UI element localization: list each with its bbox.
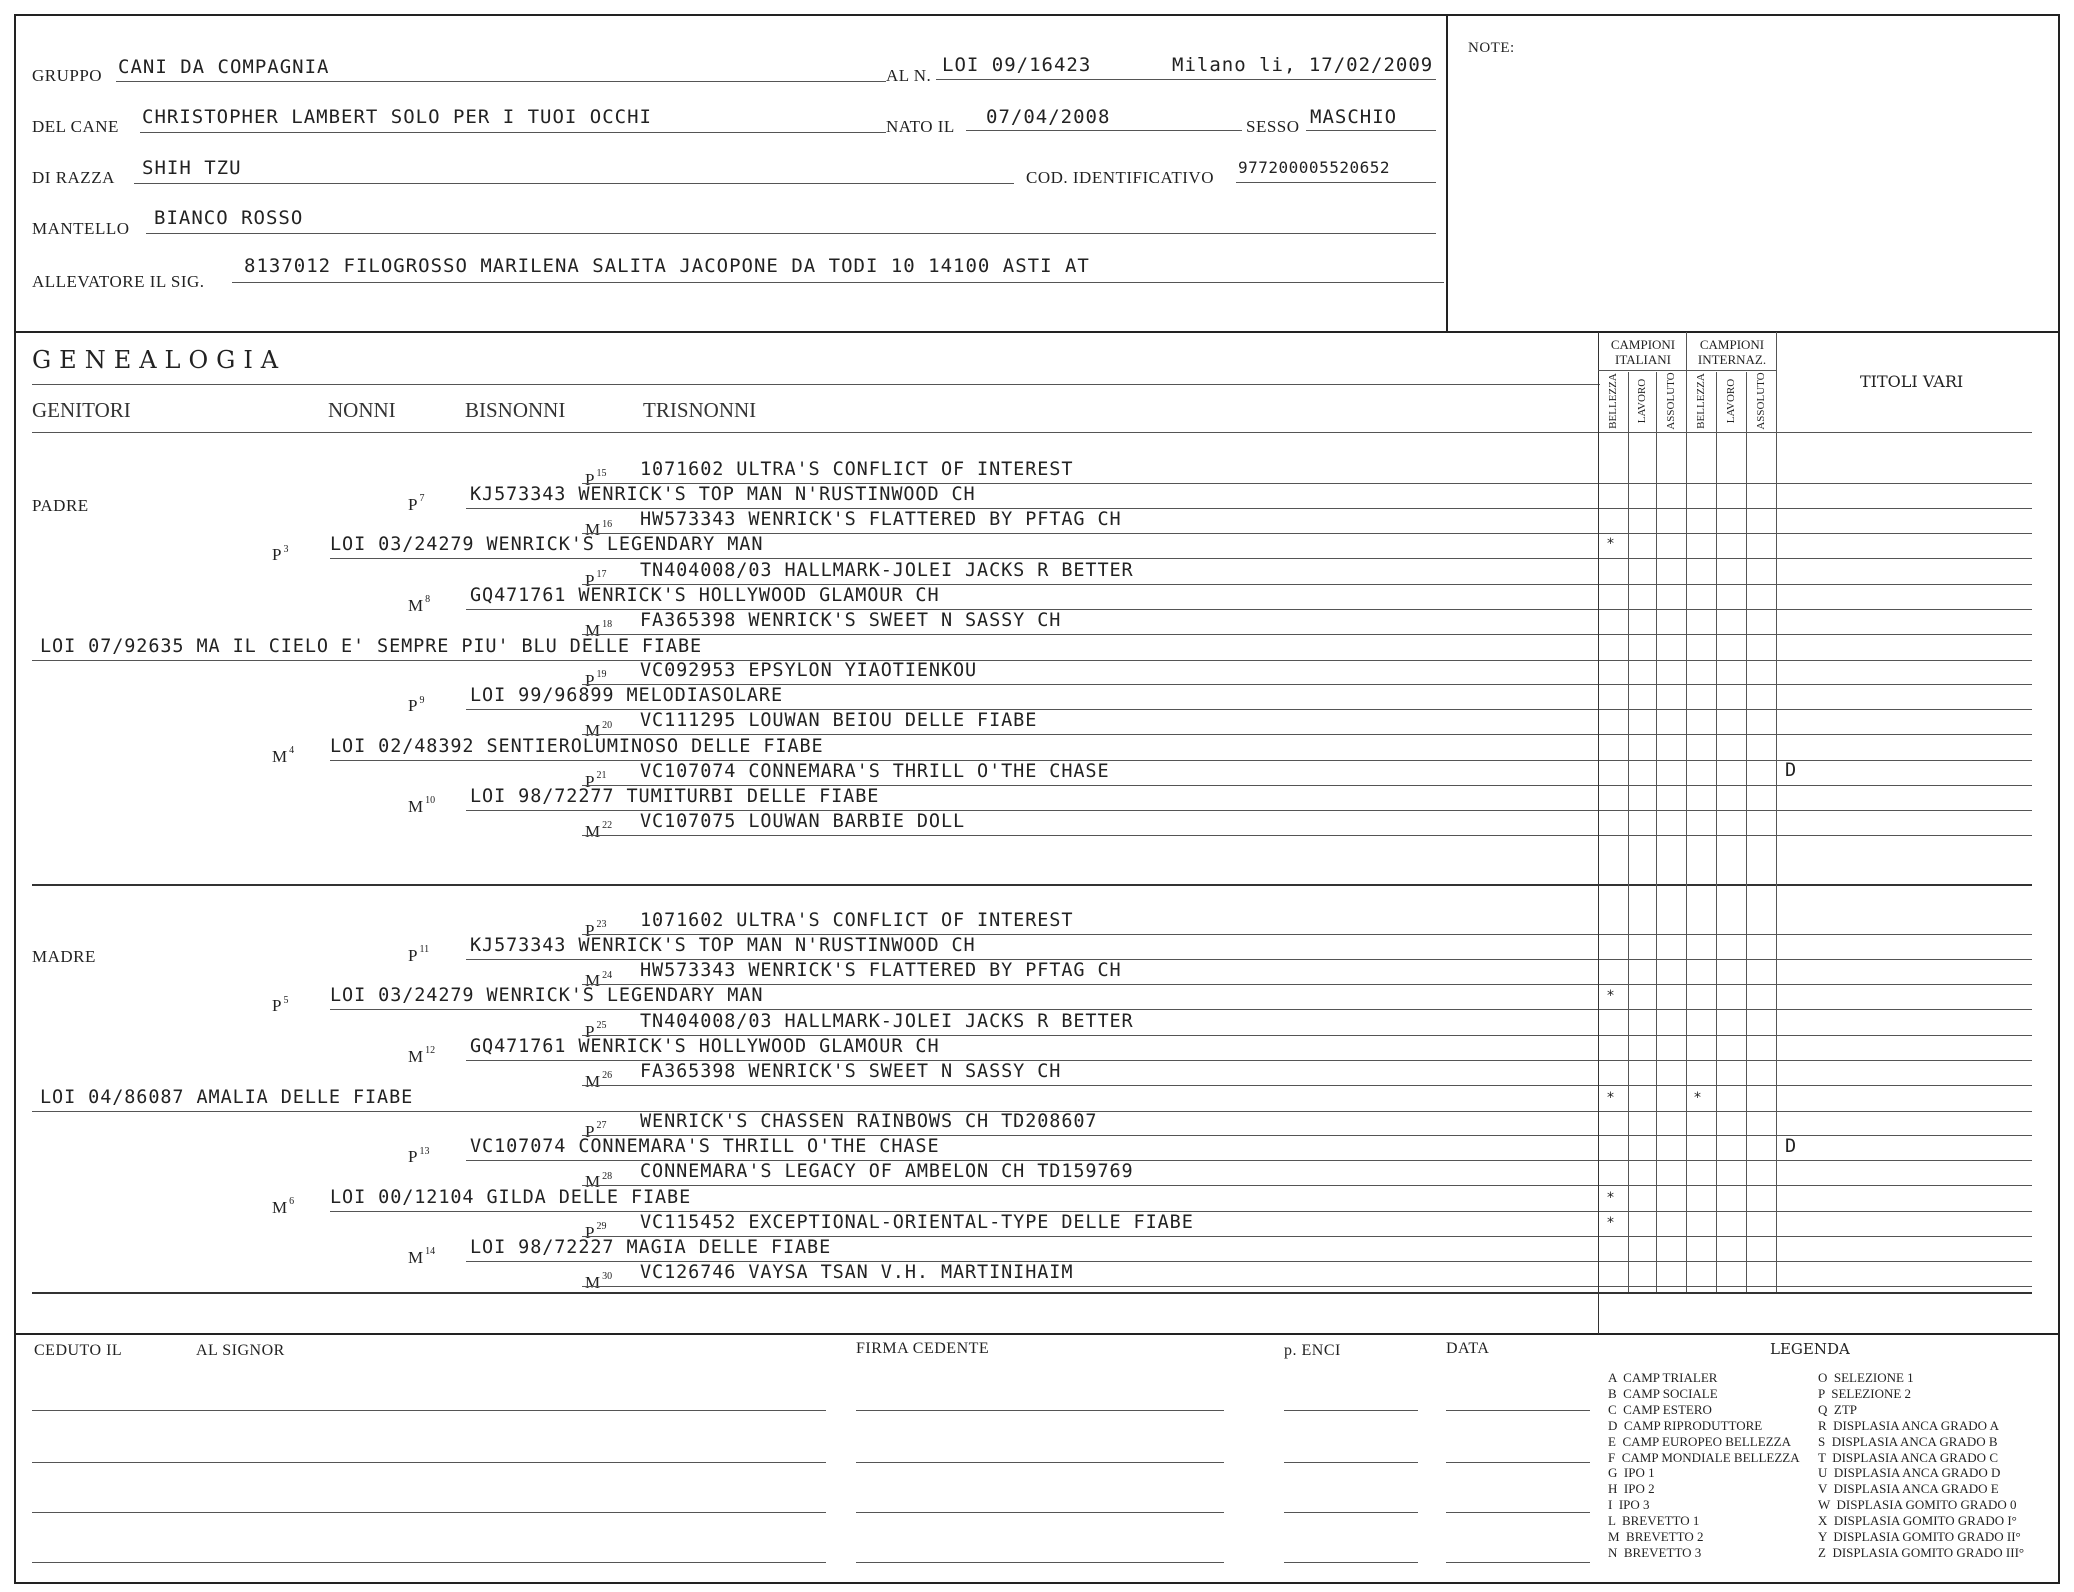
- pedigree-entry: HW573343 WENRICK'S FLATTERED BY PFTAG CH: [640, 509, 1122, 531]
- pedigree-entry: LOI 03/24279 WENRICK'S LEGENDARY MAN: [330, 985, 764, 1007]
- pedigree-row-line: [582, 1085, 2032, 1086]
- legenda-item: Y DISPLASIA GOMITO GRADO II°: [1818, 1529, 2021, 1545]
- bisnonni-heading: BISNONNI: [465, 398, 566, 422]
- signature-line: [32, 1410, 202, 1411]
- legenda-item: R DISPLASIA ANCA GRADO A: [1818, 1417, 1999, 1433]
- pedigree-mark: M $^{22}$: [585, 820, 613, 841]
- del-cane-label: DEL CANE: [32, 117, 119, 136]
- pedigree-mark: M $^{20}$: [585, 719, 613, 741]
- legenda-item: T DISPLASIA ANCA GRADO C: [1818, 1449, 1998, 1465]
- pedigree-entry: TN404008/03 HALLMARK-JOLEI JACKS R BETTER: [640, 1010, 1134, 1032]
- footer-divider: [14, 1333, 2060, 1335]
- pedigree-mark: M $^{10}$: [408, 795, 436, 816]
- signature-line: [196, 1462, 826, 1463]
- pedigree-mark: P $^{11}$: [408, 944, 430, 966]
- genealogia-title: GENEALOGIA: [32, 346, 287, 374]
- legenda-item: I IPO 3: [1608, 1497, 1650, 1513]
- al-n-value: LOI 09/16423: [942, 54, 1092, 76]
- pedigree-entry: KJ573343 WENRICK'S TOP MAN N'RUSTINWOOD CH: [470, 935, 976, 957]
- signature-line: [1446, 1462, 1590, 1463]
- cod-value: 977200005520652: [1238, 158, 1390, 177]
- signature-line: [1284, 1462, 1418, 1463]
- pedigree-entry: CONNEMARA'S LEGACY OF AMBELON CH TD159769: [640, 1161, 1134, 1183]
- sesso-value: MASCHIO: [1310, 106, 1398, 128]
- sesso-label: SESSO: [1246, 117, 1300, 136]
- del-cane-value: CHRISTOPHER LAMBERT SOLO PER I TUOI OCCHI: [142, 106, 652, 128]
- signature-line: [1284, 1562, 1418, 1563]
- pedigree-entry: VC107074 CONNEMARA'S THRILL O'THE CHASE: [470, 1136, 940, 1158]
- padre-madre-separator: [32, 884, 2032, 886]
- titolo-d: D: [1785, 760, 1798, 781]
- pedigree-entry: 1071602 ULTRA'S CONFLICT OF INTEREST: [640, 910, 1074, 931]
- pedigree-mark: P $^{29}$: [585, 1220, 607, 1242]
- pedigree-entry: TN404008/03 HALLMARK-JOLEI JACKS R BETTER: [640, 559, 1134, 581]
- legenda-item: O SELEZIONE 1: [1818, 1370, 1914, 1385]
- pedigree-mark: P $^{21}$: [585, 769, 607, 791]
- al-n-label: AL N.: [886, 66, 932, 85]
- pedigree-row-line: [582, 984, 2032, 985]
- pedigree-entry: LOI 98/72277 TUMITURBI DELLE FIABE: [470, 785, 880, 807]
- signature-line: [32, 1512, 202, 1513]
- place-date: Milano li, 17/02/2009: [1172, 54, 1434, 76]
- col-bellezza-it: BELLEZZA: [1607, 373, 1619, 429]
- gruppo-value: CANI DA COMPAGNIA: [118, 56, 330, 78]
- legenda-item: H IPO 2: [1608, 1481, 1655, 1497]
- legenda-item: V DISPLASIA ANCA GRADO E: [1818, 1481, 1999, 1497]
- padre-label: PADRE: [32, 496, 89, 515]
- pedigree-entry: VC126746 VAYSA TSAN V.H. MARTINIHAIM: [640, 1261, 1074, 1283]
- pedigree-mark: P $^{15}$: [585, 468, 607, 489]
- titoli-vari-heading: TITOLI VARI: [1860, 372, 1964, 391]
- allevatore-value: 8137012 FILOGROSSO MARILENA SALITA JACOPONE DA TODI 10 14100 ASTI AT: [244, 255, 1090, 277]
- pedigree-mark: M $^{18}$: [585, 619, 613, 640]
- pedigree-mark: P $^9$: [408, 694, 425, 716]
- firma-cedente-label: FIRMA CEDENTE: [856, 1340, 990, 1357]
- pedigree-row-line: [582, 684, 2032, 685]
- pedigree-mark: M $^{28}$: [585, 1170, 613, 1192]
- pedigree-row-line: [582, 1286, 2032, 1287]
- mantello-label: MANTELLO: [32, 219, 130, 238]
- signature-line: [856, 1562, 1224, 1563]
- pedigree-mark: M $^{30}$: [585, 1271, 613, 1292]
- pedigree-entry: GQ471761 WENRICK'S HOLLYWOOD GLAMOUR CH: [470, 584, 940, 606]
- legenda-title: LEGENDA: [1770, 1340, 1850, 1358]
- pedigree-mark: M $^{16}$: [585, 518, 613, 540]
- madre-name: LOI 04/86087 AMALIA DELLE FIABE: [40, 1087, 414, 1108]
- signature-line: [1284, 1410, 1418, 1411]
- pedigree-mark: P $^7$: [408, 493, 425, 515]
- col-lavoro-it: LAVORO: [1636, 378, 1648, 424]
- data-label: DATA: [1446, 1340, 1490, 1357]
- star-mark: *: [1607, 1090, 1614, 1106]
- signature-line: [856, 1462, 1224, 1463]
- pedigree-mark: P $^{27}$: [585, 1120, 607, 1142]
- note-label: NOTE:: [1468, 40, 1515, 56]
- legenda-item: U DISPLASIA ANCA GRADO D: [1818, 1465, 2001, 1481]
- p-enci-label: p. ENCI: [1284, 1342, 1341, 1359]
- pedigree-mark: M $^{24}$: [585, 969, 613, 991]
- signature-line: [1284, 1512, 1418, 1513]
- signature-line: [32, 1562, 202, 1563]
- legenda-item: E CAMP EUROPEO BELLEZZA: [1608, 1433, 1791, 1449]
- star-mark: *: [1607, 988, 1614, 1004]
- legenda-item: A CAMP TRIALER: [1608, 1370, 1718, 1385]
- legenda-item: Z DISPLASIA GOMITO GRADO III°: [1818, 1544, 2025, 1560]
- signature-line: [856, 1410, 1224, 1411]
- pedigree-entry: HW573343 WENRICK'S FLATTERED BY PFTAG CH: [640, 960, 1122, 982]
- legenda-item: F CAMP MONDIALE BELLEZZA: [1608, 1449, 1800, 1465]
- razza-value: SHIH TZU: [142, 157, 242, 179]
- campioni-italiani: CAMPIONI ITALIANI: [1610, 337, 1676, 367]
- gruppo-label: GRUPPO: [32, 66, 103, 85]
- pedigree-entry: WENRICK'S CHASSEN RAINBOWS CH TD208607: [640, 1111, 1098, 1133]
- pedigree-entry: VC107075 LOUWAN BARBIE DOLL: [640, 810, 966, 832]
- pedigree-entry: FA365398 WENRICK'S SWEET N SASSY CH: [640, 1060, 1062, 1082]
- pedigree-row-line: [582, 835, 2032, 836]
- cod-label: COD. IDENTIFICATIVO: [1026, 168, 1214, 187]
- pedigree-mark: P $^{19}$: [585, 669, 607, 691]
- pedigree-entry: LOI 99/96899 MELODIASOLARE: [470, 685, 783, 707]
- trisnonni-heading: TRISNONNI: [643, 398, 757, 422]
- nato-il-value: 07/04/2008: [986, 106, 1111, 128]
- pedigree-mark: P $^5$: [272, 994, 289, 1016]
- pedigree-mark: M $^4$: [272, 744, 295, 766]
- pedigree-entry: LOI 98/72227 MAGIA DELLE FIABE: [470, 1236, 832, 1258]
- pedigree-mark: M $^{14}$: [408, 1246, 436, 1267]
- star-mark: *: [1607, 1215, 1614, 1231]
- col-assoluto-it: ASSOLUTO: [1665, 372, 1677, 430]
- pedigree-entry: 1071602 ULTRA'S CONFLICT OF INTEREST: [640, 459, 1074, 480]
- titolo-d: D: [1785, 1136, 1798, 1157]
- signature-line: [32, 1462, 202, 1463]
- header-divider: [14, 331, 2060, 333]
- legenda-item: S DISPLASIA ANCA GRADO B: [1818, 1433, 1998, 1449]
- pedigree-mark: P $^3$: [272, 543, 289, 565]
- campioni-internaz: CAMPIONI INTERNAZ.: [1697, 337, 1767, 367]
- pedigree-mark: P $^{13}$: [408, 1145, 430, 1167]
- pedigree-row-line: [582, 634, 2032, 635]
- legenda-item: L BREVETTO 1: [1608, 1513, 1700, 1529]
- legenda-item: M BREVETTO 2: [1608, 1529, 1704, 1545]
- pedigree-entry: LOI 00/12104 GILDA DELLE FIABE: [330, 1186, 692, 1208]
- note-divider: [1446, 14, 1448, 332]
- legenda-item: Q ZTP: [1818, 1401, 1857, 1417]
- col-lavoro-int: LAVORO: [1725, 378, 1737, 424]
- legenda-left-list: [1608, 1370, 1800, 1561]
- pedigree-mark: P $^{25}$: [585, 1019, 607, 1041]
- pedigree-entry: GQ471761 WENRICK'S HOLLYWOOD GLAMOUR CH: [470, 1035, 940, 1057]
- legenda-right-list: [1818, 1370, 2024, 1561]
- pedigree-mark: P $^{23}$: [585, 919, 607, 940]
- signature-line: [196, 1512, 826, 1513]
- legenda-item: P SELEZIONE 2: [1818, 1385, 1912, 1401]
- pedigree-entry: VC107074 CONNEMARA'S THRILL O'THE CHASE: [640, 760, 1110, 782]
- legenda-item: C CAMP ESTERO: [1608, 1401, 1712, 1417]
- al-signor-label: AL SIGNOR: [196, 1342, 285, 1359]
- signature-line: [196, 1562, 826, 1563]
- pedigree-mark: M $^8$: [408, 594, 431, 615]
- signature-line: [856, 1512, 1224, 1513]
- nato-il-label: NATO IL: [886, 117, 955, 136]
- pedigree-mark: P $^{17}$: [585, 568, 607, 590]
- legenda-item: X DISPLASIA GOMITO GRADO I°: [1818, 1513, 2017, 1529]
- form-frame: [14, 14, 2060, 1584]
- star-mark: *: [1607, 536, 1614, 552]
- signature-line: [1446, 1562, 1590, 1563]
- razza-label: DI RAZZA: [32, 168, 115, 187]
- padre-name: LOI 07/92635 MA IL CIELO E' SEMPRE PIU' BLU DELLE FIABE: [40, 636, 703, 657]
- pedigree-entry: VC092953 EPSYLON YIAOTIENKOU: [640, 660, 978, 682]
- allevatore-label: ALLEVATORE IL SIG.: [32, 272, 205, 291]
- pedigree-entry: LOI 03/24279 WENRICK'S LEGENDARY MAN: [330, 534, 764, 556]
- pedigree-mark: M $^6$: [272, 1195, 295, 1217]
- pedigree-entry: VC115452 EXCEPTIONAL-ORIENTAL-TYPE DELLE FIABE: [640, 1211, 1194, 1233]
- pedigree-entry: LOI 02/48392 SENTIEROLUMINOSO DELLE FIABE: [330, 735, 824, 757]
- madre-label: MADRE: [32, 947, 96, 966]
- nonni-heading: NONNI: [328, 398, 396, 422]
- star-mark: *: [1607, 1190, 1614, 1206]
- legenda-item: G IPO 1: [1608, 1465, 1655, 1481]
- legenda-item: N BREVETTO 3: [1608, 1544, 1702, 1560]
- star-mark: *: [1694, 1090, 1701, 1106]
- pedigree-mark: M $^{12}$: [408, 1045, 436, 1066]
- signature-line: [196, 1410, 826, 1411]
- pedigree-entry: VC111295 LOUWAN BEIOU DELLE FIABE: [640, 710, 1038, 732]
- legenda-item: B CAMP SOCIALE: [1608, 1385, 1718, 1401]
- pedigree-row-line: [582, 533, 2032, 534]
- mantello-value: BIANCO ROSSO: [154, 207, 304, 229]
- legenda-item: W DISPLASIA GOMITO GRADO 0: [1818, 1497, 2017, 1513]
- col-assoluto-int: ASSOLUTO: [1755, 372, 1767, 430]
- genitori-heading: GENITORI: [32, 398, 131, 422]
- pedigree-row-line: [582, 1185, 2032, 1186]
- legenda-item: D CAMP RIPRODUTTORE: [1608, 1417, 1763, 1433]
- signature-line: [1446, 1512, 1590, 1513]
- signature-line: [1446, 1410, 1590, 1411]
- pedigree-entry: FA365398 WENRICK'S SWEET N SASSY CH: [640, 609, 1062, 631]
- ceduto-il-label: CEDUTO IL: [34, 1342, 123, 1359]
- col-bellezza-int: BELLEZZA: [1695, 373, 1707, 429]
- pedigree-mark: M $^{26}$: [585, 1070, 613, 1091]
- pedigree-entry: KJ573343 WENRICK'S TOP MAN N'RUSTINWOOD CH: [470, 484, 976, 506]
